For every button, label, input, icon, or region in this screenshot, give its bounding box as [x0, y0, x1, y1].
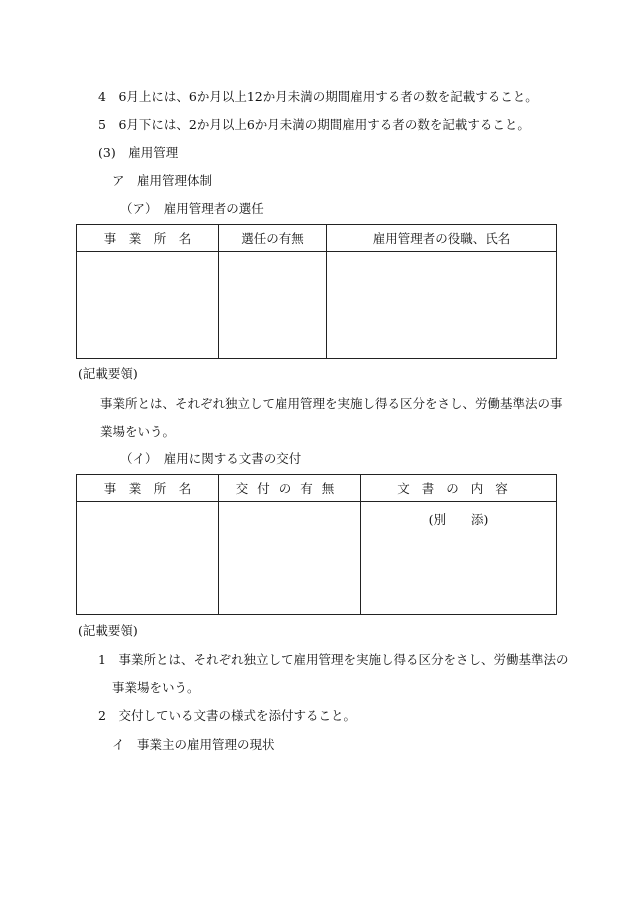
- note-item-4: 4 6月上には、6か月以上12か月未満の期間雇用する者の数を記載すること。: [98, 89, 538, 104]
- header-office-name: 事 業 所 名: [77, 225, 219, 252]
- header-office-name: 事 業 所 名: [77, 475, 219, 502]
- subsection-heading: ア 雇用管理体制: [112, 173, 213, 188]
- document-issuance-table: [76, 474, 557, 615]
- notes2-item-1: 1 事業所とは、それぞれ独立して雇用管理を実施し得る区分をさし、労働基準法の: [98, 652, 569, 667]
- cell-issued[interactable]: [219, 502, 361, 615]
- notes1-text-cont: 業場をいう。: [100, 424, 176, 439]
- subsection-heading-i: イ 事業主の雇用管理の現状: [112, 737, 275, 752]
- manager-appointment-table: [76, 224, 557, 359]
- header-appointed: 選任の有無: [219, 225, 327, 252]
- section-heading: (3) 雇用管理: [98, 145, 179, 160]
- header-issued: 交付の有無: [219, 475, 361, 502]
- attached-label: (別 添): [428, 512, 489, 527]
- note-item-5: 5 6月下には、2か月以上6か月未満の期間雇用する者の数を記載すること。: [98, 117, 530, 132]
- notes1-text: 事業所とは、それぞれ独立して雇用管理を実施し得る区分をさし、労働基準法の事: [100, 396, 563, 411]
- notes2-heading: (記載要領): [78, 623, 138, 638]
- notes2-item-1-cont: 事業場をいう。: [112, 680, 200, 695]
- cell-office-name[interactable]: [77, 502, 219, 615]
- cell-appointed[interactable]: [219, 252, 327, 359]
- table2-title: （イ） 雇用に関する文書の交付: [120, 451, 302, 466]
- cell-manager[interactable]: [327, 252, 557, 359]
- cell-office-name[interactable]: [77, 252, 219, 359]
- notes1-heading: (記載要領): [78, 366, 138, 381]
- table1-title: （ア） 雇用管理者の選任: [120, 201, 264, 216]
- header-document-content: 文書の内容: [361, 475, 557, 502]
- notes2-item-2: 2 交付している文書の様式を添付すること。: [98, 708, 356, 723]
- cell-document-content[interactable]: [361, 502, 557, 615]
- header-manager-title-name: 雇用管理者の役職、氏名: [327, 225, 557, 252]
